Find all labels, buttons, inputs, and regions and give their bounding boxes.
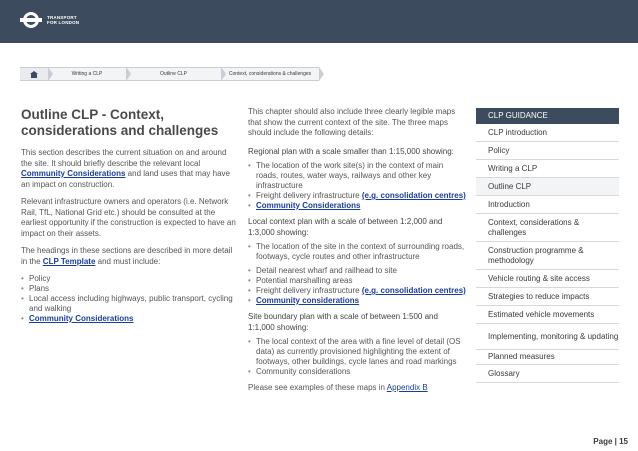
list-item [21,314,236,324]
boundary-plan-list [248,337,466,377]
local-plan-list [248,242,466,306]
list-item: • Local access including highways, public transport, cycling and walking [21,294,236,314]
list-item [248,201,466,211]
maps-intro: This chapter should also include three clearly legible maps that show the current context of the site. The three maps should include the following details: [248,107,456,137]
header-bar [0,0,638,43]
infrastructure-paragraph: Relevant infrastructure owners and operators (i.e. Network Rail, TfL, National Grid etc.) should be consulted at the earliest opportunity if the construction is expected to have an impact on their assets. [21,197,236,238]
list-item: • Freight delivery infrastructure (e.g. consolidation centres) [248,191,466,201]
main-column [21,107,236,324]
breadcrumb-context[interactable]: Context, considerations & challenges [221,67,319,81]
list-item: • Potential marshalling areas [248,276,466,286]
sidebar-item-clp-introduction[interactable]: CLP introduction [476,124,619,142]
list-item: • The location of the work site(s) in the context of main roads, routes, water ways, railways and other key infrastructure [248,161,466,191]
community-considerations-link[interactable]: Community Considerations [256,201,361,210]
page-number: Page | 15 [593,437,628,446]
list-item: • Community considerations [248,367,466,377]
list-item: • The location of the site in the context of surrounding roads, footways, cycle routes and other infrastructure [248,242,466,262]
sidebar-item-estimated-vehicle-movements[interactable]: Estimated vehicle movements [476,306,619,324]
sidebar-item-planned-measures[interactable]: Planned measures [476,350,619,365]
local-plan-heading: Local context plan with a scale of between 1:2,000 and 1:3,000 showing: [248,217,443,237]
list-item: • Detail nearest wharf and railhead to site [248,266,466,276]
list-item [248,296,466,306]
headings-list [21,274,236,324]
roundel-icon [20,9,42,31]
sidebar-item-outline-clp[interactable]: Outline CLP [476,178,619,196]
consolidation-centres-link[interactable]: (e.g. consolidation centres) [361,286,466,295]
breadcrumb-outline-clp[interactable]: Outline CLP [126,67,221,81]
list-item: • Freight delivery infrastructure (e.g. consolidation centres) [248,286,466,296]
sidebar-item-policy[interactable]: Policy [476,142,619,160]
clp-guidance-sidebar [476,108,619,383]
maps-column [248,107,466,392]
list-item: • Policy [21,274,236,284]
headings-paragraph: The headings in these sections are described in more detail in the CLP Template and must include: [21,246,233,266]
breadcrumb-writing-a-clp[interactable]: Writing a CLP [48,67,126,81]
list-item: • Plans [21,284,236,294]
appendix-note: Please see examples of these maps in Appendix B [248,383,428,392]
sidebar-item-context[interactable]: Context, considerations & challenges [476,214,619,242]
tfl-logo[interactable] [20,9,79,31]
breadcrumb-home[interactable] [20,67,48,81]
sidebar-item-vehicle-routing[interactable]: Vehicle routing & site access [476,270,619,288]
page-title: Outline CLP - Context, considerations and challenges [21,107,219,138]
community-considerations-link[interactable]: Community considerations [256,296,360,305]
community-considerations-list-link[interactable]: Community Considerations [29,314,134,323]
sidebar-item-writing-a-clp[interactable]: Writing a CLP [476,160,619,178]
sidebar-item-implementing[interactable]: Implementing, monitoring & updating [476,324,619,350]
intro-paragraph: This section describes the current situation on and around the site. It should briefly describe the relevant local Community Considerations and land uses that may have an impact on construction. [21,148,230,189]
regional-plan-heading: Regional plan with a scale smaller than 1:15,000 showing: [248,146,454,156]
boundary-plan-heading: Site boundary plan with a scale of between 1:500 and 1:1,000 showing: [248,312,438,332]
sidebar-item-glossary[interactable]: Glossary [476,365,619,383]
clp-template-link[interactable]: CLP Template [42,256,96,266]
home-icon [30,71,38,78]
sidebar-header: CLP GUIDANCE [476,108,619,124]
sidebar-item-construction-programme[interactable]: Construction programme & methodology [476,242,619,270]
consolidation-centres-link[interactable]: (e.g. consolidation centres) [361,191,466,200]
sidebar-item-introduction[interactable]: Introduction [476,196,619,214]
community-considerations-link[interactable]: Community Considerations [21,169,126,178]
appendix-b-link[interactable]: Appendix B [386,383,428,392]
sidebar-item-strategies[interactable]: Strategies to reduce impacts [476,288,619,306]
breadcrumb [20,67,319,81]
list-item: • The local context of the area with a fine level of detail (OS data) as currently provisioned highlighting the extent of footways, other buildings, cycle lanes and road markings [248,337,466,367]
logo-text: TRANSPORT FOR LONDON [47,14,80,25]
regional-plan-list [248,161,466,211]
